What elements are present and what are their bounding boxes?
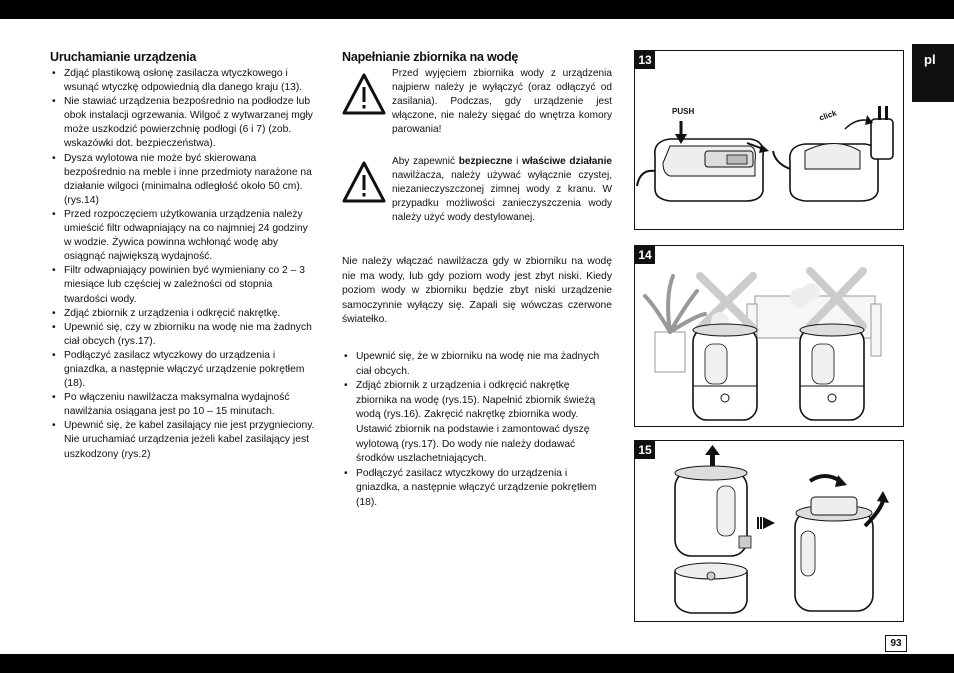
list-item: • Dysza wylotowa nie może być skierowana bezpośrednio na meble i inne przedmioty narażone na działanie wilgoci (minimalna odległość około 50 cm). (rys.14) [50, 152, 318, 208]
list-item: • Upewnić się, czy w zbiorniku na wodę nie ma żadnych ciał obcych (rys.17). [50, 321, 318, 349]
warning-text-1: Przed wyjęciem zbiornika wody z urządzenia najpierw należy je wyłączyć (oraz odłączyć od zasilania). Podczas, gdy urządzenie jest włączone, nie należy sięgać do wnętrza komory parowania! [392, 68, 612, 136]
figure-number: 14 [635, 246, 655, 264]
list-item: • Po włączeniu nawilżacza maksymalna wydajność nawilżania osiągana jest po 10 – 15 minutach. [50, 391, 318, 419]
figure-13 [634, 50, 904, 230]
emphasis-proper: właściwe działanie [522, 156, 612, 167]
filling-list [342, 350, 612, 511]
list-item: • Przed rozpoczęciem użytkowania urządzenia należy umieścić filtr odwapniający na co najmniej 24 godziny w wodzie. Żywica powinna wchłonąć wodę aby osiągnąć największą wydajność. [50, 208, 318, 264]
list-item: • Filtr odwapniający powinien być wymieniany co 2 – 3 miesiące lub częściej w zależności od stopnia twardości wody. [50, 264, 318, 306]
warning-triangle-icon [342, 73, 386, 115]
middle-column [342, 50, 612, 511]
top-black-bar [0, 0, 954, 19]
list-item: • Zdjąć zbiornik z urządzenia i odkręcić nakrętkę. [50, 307, 318, 321]
warning-block-1 [342, 67, 612, 155]
warning-text-2: Aby zapewnić bezpieczne i właściwe działanie nawilżacza, należy używać wyłącznie czystej, niezanieczyszczonej zimnej wody z kranu. W przypadku możliwości zanieczyszczenia wody należy użyć wody destylowanej. [392, 156, 612, 224]
figure-number: 13 [635, 51, 655, 69]
page-number: 93 [885, 635, 907, 652]
emphasis-safe: bezpieczne [458, 156, 513, 167]
placement-warning-illustration [635, 246, 905, 428]
startup-list [50, 67, 318, 462]
figure-14 [634, 245, 904, 427]
left-column [50, 50, 318, 462]
list-item: • Podłączyć zasilacz wtyczkowy do urządzenia i gniazdka, a następnie włączyć urządzenie pokrętłem (18). [50, 349, 318, 391]
figure-15 [634, 440, 904, 622]
list-item: • Nie stawiać urządzenia bezpośrednio na podłodze lub obok instalacji ogrzewania. Wilgoć z wytwarzanej mgły może uszkodzić powierzchnię podłogi (6 i 7) (zob. wskazówki dot. bezpieczeństwa). [50, 95, 318, 151]
figure-number: 15 [635, 441, 655, 459]
list-item: • Podłączyć zasilacz wtyczkowy do urządzenia i gniazdka, a następnie włączyć urządzenie pokrętłem (18). [342, 467, 612, 511]
list-item: • Upewnić się, że kabel zasilający nie jest przygnieciony. Nie uruchamiać urządzenia jeżeli kabel zasilający jest uszkodzony (rys.2) [50, 419, 318, 461]
warning-block-2 [342, 155, 612, 247]
bottom-black-bar [0, 654, 954, 673]
warning-triangle-icon [342, 161, 386, 203]
push-label: PUSH [672, 107, 695, 116]
tank-removal-illustration [635, 441, 905, 623]
language-tab: pl [912, 44, 954, 102]
water-level-paragraph: Nie należy włączać nawilżacza gdy w zbiorniku na wodę nie ma wody, lub gdy poziom wody jest zbyt niski. Kiedy poziom wody w zbiorniku będzie zbyt niski urządzenie samoczynnie wyłączy się. Zapali się wówczas czerwone światełko. [342, 256, 612, 326]
list-item: • Upewnić się, że w zbiorniku na wodę nie ma żadnych ciał obcych. [342, 350, 612, 379]
list-item: • Zdjąć plastikową osłonę zasilacza wtyczkowego i wsunąć wtyczkę odpowiednią dla danego kraju (13). [50, 67, 318, 95]
click-label: click [818, 108, 838, 123]
list-item: • Zdjąć zbiornik z urządzenia i odkręcić nakrętkę zbiornika na wodę (rys.15). Napełnić zbiornik świeżą wodą (rys.16). Zakręcić nakrętkę zbiornika wody. Ustawić zbiornik na podstawie i zamontować dyszę wylotową (rys.17). Do wody nie należy dodawać środków uszlachetniających. [342, 379, 612, 467]
power-adapter-illustration [635, 51, 905, 231]
section-title-startup: Uruchamianie urządzenia [50, 50, 197, 64]
section-title-filling: Napełnianie zbiornika na wodę [342, 50, 519, 64]
